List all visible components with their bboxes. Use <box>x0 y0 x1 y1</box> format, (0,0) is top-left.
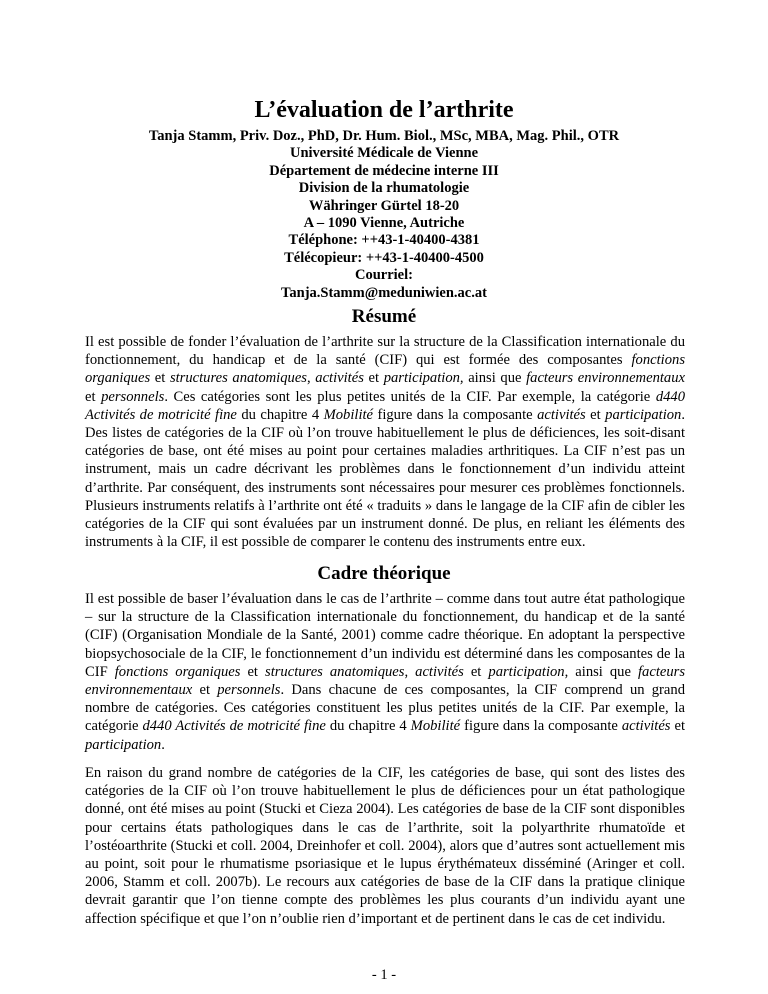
paragraph-text: et <box>192 682 218 699</box>
paragraph-text: . Des listes de catégories de la CIF où l’on trouve habituellement le plus de déficiences, les soit-disant catégories de base, ont été mises au point pour certaines maladies arthritiques. La CIF n’est pas un instrument, mais un cadre décrivant les problèmes dans le fonctionnement d’un individu atteint d’arthrite. Par conséquent, des instruments sont nécessaires pour mesurer ces problèmes fonctionnels. Plusieurs instruments relatifs à l’arthrite ont été « traduits » dans le langage de la CIF afin de cibler les catégories de la CIF qui sont évaluées par un instrument donné. De plus, en reliant les éléments des instruments à la CIF, il est possible de comparer le contenu des instruments entre eux. <box>85 406 686 551</box>
affiliation-division: Division de la rhumatologie <box>298 180 470 197</box>
address-street: Währinger Gürtel 18-20 <box>308 197 460 214</box>
paragraph-text: . Ces catégories sont les plus petites unités de la CIF. Par exemple, la catégorie <box>164 388 656 405</box>
italic-term: Mobilité <box>410 718 461 735</box>
italic-term: participation <box>85 736 162 753</box>
page-number: - 1 - <box>371 967 397 983</box>
italic-term: structures anatomiques <box>265 663 405 680</box>
section-heading-cadre-theorique: Cadre théorique <box>317 563 451 584</box>
italic-term: activités <box>415 663 464 680</box>
italic-term: d440 Activités de motricité fine <box>142 718 326 735</box>
italic-term: d440 Activités de motricité fine <box>85 388 685 423</box>
affiliation-department: Département de médecine interne III <box>269 162 499 179</box>
italic-term: personnels <box>101 388 165 405</box>
italic-term: participation <box>605 406 682 423</box>
paragraph-text: Il est possible de fonder l’évaluation de l’arthrite sur la structure de la Classification internationale du fonctionnement, du handicap et de la santé (CIF) qui est formée des composantes <box>85 334 685 369</box>
italic-term: structures anatomiques <box>169 370 307 387</box>
paragraph-text: et <box>150 370 170 387</box>
fax-line: Télécopieur: ++43-1-40400-4500 <box>284 249 484 266</box>
email-address: Tanja.Stamm@meduniwien.ac.at <box>281 284 487 301</box>
email-label: Courriel: <box>355 267 413 284</box>
resume-paragraph <box>85 333 685 551</box>
paragraph-text: Il est possible de baser l’évaluation dans le cas de l’arthrite – comme dans tout autre état pathologique – sur la structure de la Classification internationale du fonctionnement, du handicap et de la santé (CIF) (Organisation Mondiale de la Santé, 2001) comme cadre théorique. En adoptant la perspective biopsychosociale de la CIF, le fonctionnement d’un individu est déterminé dans les composantes de la CIF <box>85 591 685 680</box>
affiliation-university: Université Médicale de Vienne <box>289 145 479 162</box>
author-contact-block <box>0 128 768 302</box>
italic-term: participation, <box>383 370 464 387</box>
paragraph-text: et <box>240 663 266 680</box>
paragraph-text: , <box>306 370 316 387</box>
italic-term: Mobilité <box>323 406 374 423</box>
paragraph-text: et <box>363 370 384 387</box>
italic-term: personnels <box>217 682 281 699</box>
paragraph-text: ainsi que <box>463 370 527 387</box>
paragraph-text: et <box>670 718 685 735</box>
paragraph-text: , <box>404 663 416 680</box>
italic-term: activités <box>537 406 586 423</box>
italic-term: activités <box>315 370 364 387</box>
paragraph-text: et <box>85 388 102 405</box>
document-title: L’évaluation de l’arthrite <box>254 97 514 123</box>
phone-line: Téléphone: ++43-1-40400-4381 <box>288 232 480 249</box>
italic-term: fonctions organiques <box>85 352 685 387</box>
paragraph-text: et <box>585 406 606 423</box>
paragraph-text: . Dans chacune de ces composantes, la CIF comprend un grand nombre de catégories. Ces catégories constituent les plus petites unités de la CIF. Par exemple, la catégorie <box>85 682 685 735</box>
address-city: A – 1090 Vienne, Autriche <box>303 215 465 232</box>
paragraph-text: , ainsi que <box>564 663 638 680</box>
paragraph-text: En raison du grand nombre de catégories de la CIF, les catégories de base, qui sont des listes des catégories de la CIF où l’on trouve habituellement le plus de déficiences pour un état pathologique donné, ont été mises au point (Stucki et Cieza 2004). Les catégories de base de la CIF sont disponibles pour certains états pathologiques dans le cas de l’arthrite, soit la polyarthrite rhumatoïde et l’ostéoarthrite (Stucki et coll. 2004, Dreinhofer et coll. 2004), alors que d’autres sont actuellement mis au point, soit pour le rhumatisme psoriasique et le lupus érythémateux disséminé (Aringer et coll. 2006, Stamm et coll. 2007b). Le recours aux catégories de base de la CIF dans la pratique clinique devrait garantir que l’on tienne compte des problèmes les plus courants d’un individu ayant une affection spécifique et que l’on n’oublie rien d’important et de pertinent dans le cas de cet individu. <box>85 765 685 927</box>
author-name: Tanja Stamm, Priv. Doz., PhD, Dr. Hum. Biol., MSc, MBA, Mag. Phil., OTR <box>148 128 620 144</box>
paragraph-text: du chapitre 4 <box>236 406 324 423</box>
paragraph-text: figure dans la composante <box>373 406 538 423</box>
section-heading-resume: Résumé <box>351 306 417 327</box>
italic-term: fonctions organiques <box>114 663 241 680</box>
italic-term: participation <box>488 663 565 680</box>
cadre-paragraph-2 <box>85 764 685 928</box>
cadre-paragraph-1 <box>85 590 685 754</box>
italic-term: activités <box>621 718 671 735</box>
italic-term: facteurs environnementaux <box>526 370 685 387</box>
paragraph-text: du chapitre 4 <box>325 718 411 735</box>
paragraph-text: et <box>463 663 489 680</box>
paragraph-text: figure dans la composante <box>460 718 622 735</box>
paragraph-text: . <box>161 736 165 753</box>
italic-term: facteurs environnementaux <box>85 663 686 699</box>
